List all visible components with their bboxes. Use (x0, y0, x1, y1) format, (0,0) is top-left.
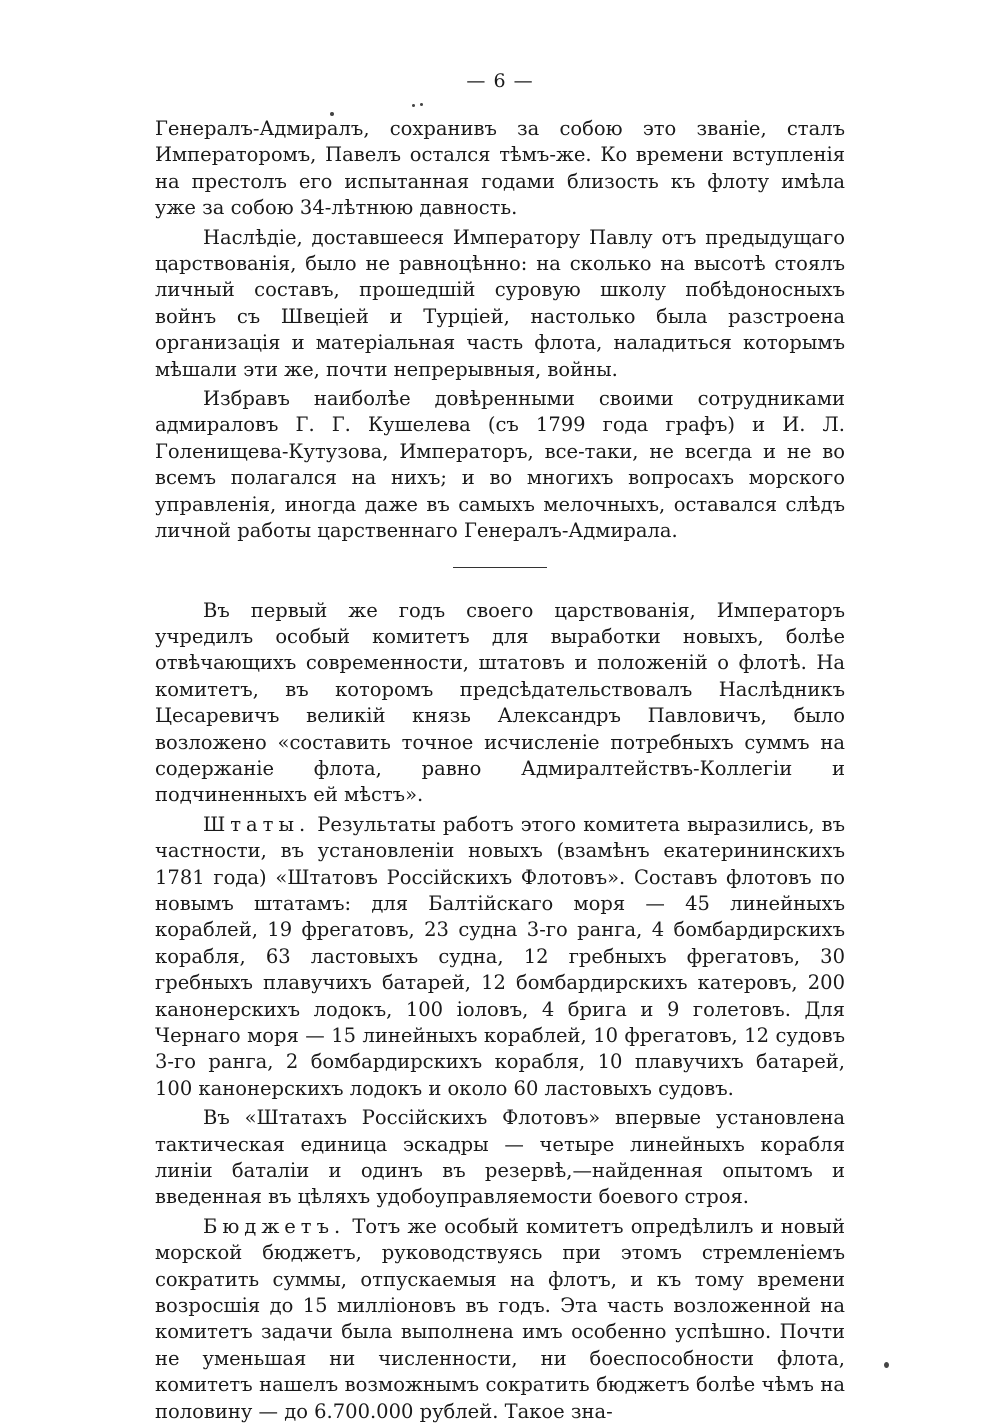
paragraph-text: Тотъ же особый комитетъ опредѣлилъ и новый морской бюджетъ, руководствуясь при этомъ стремленіемъ сократить суммы, отпускаемыя на флотъ, и къ тому времени возросшія до 15 милліоновъ въ годъ. Эта часть возложенной на комитетъ задачи была выполнена имъ особенно успѣшно. Почти не уменьшая ни численности, ни боеспособности флота, комитетъ нашелъ возможнымъ сократить бюджетъ болѣе чѣмъ на половину — до 6.700.000 рублей. Такое зна- (155, 1214, 845, 1423)
paragraph-staty (155, 812, 845, 1102)
section-committee (155, 598, 845, 1426)
ink-speck (884, 1362, 889, 1368)
section-divider (453, 567, 547, 568)
book-page (155, 70, 845, 1428)
run-in-heading-budget: Бюджетъ. (203, 1214, 346, 1238)
paragraph: Въ «Штатахъ Россійскихъ Флотовъ» впервые установлена тактическая единица эскадры — четыре линейныхъ корабля линіи баталіи и одинъ въ резервѣ,—найденная опытомъ и введенная въ цѣляхъ удобоуправляемости боевого строя. (155, 1106, 845, 1209)
section-intro (155, 116, 845, 545)
paragraph: Наслѣдіе, доставшееся Императору Павлу отъ предыдущаго царствованія, было не равноцѣнно: на сколько на высотѣ стоялъ личный составъ, прошедшій суровую школу побѣдоносныхъ войнъ съ Швеціей и Турціей, настолько была разстроена организація и матеріальная часть флота, наладиться которымъ мѣшали эти же, почти непрерывныя, войны. (155, 225, 845, 381)
page-number: — 6 — (466, 70, 534, 92)
paragraph: Избравъ наиболѣе довѣренными своими сотрудниками адмираловъ Г. Г. Кушелева (съ 1799 года графъ) и И. Л. Голенищева-Кутузова, Императоръ, все-таки, не всегда и не во всемъ полагался на нихъ; и во многихъ вопросахъ морского управленія, иногда даже въ самыхъ мелочныхъ, оставался слѣдъ личной работы царственнаго Генералъ-Адмирала. (155, 387, 845, 543)
paragraph: Генералъ-Адмиралъ, сохранивъ за собою это званіе, сталъ Императоромъ, Павелъ остался тѣмъ-же. Ко времени вступленія на престолъ его испытанная годами близость къ флоту имѣла уже за собою 34-лѣтнюю давность. (155, 117, 845, 220)
paragraph: Въ первый же годъ своего царствованія, Императоръ учредилъ особый комитетъ для выработки новыхъ, болѣе отвѣчающихъ современности, штатовъ и положеній о флотѣ. На комитетъ, въ которомъ предсѣдательствовалъ Наслѣдникъ Цесаревичъ великій князь Александръ Павловичъ, было возложено «составить точное исчисленіе потребныхъ суммъ на содержаніе флота, равно Адмиралтействъ-Коллегіи и подчиненныхъ ей мѣстъ». (155, 598, 845, 807)
run-in-heading-staty: Штаты. (203, 812, 311, 836)
paragraph-text: Результаты работъ этого комитета выразились, въ частности, въ установленіи новыхъ (взамѣнъ екатерининскихъ 1781 года) «Штатовъ Россійскихъ Флотовъ». Составъ флотовъ по новымъ штатамъ: для Балтійскаго моря — 45 линейныхъ кораблей, 19 фрегатовъ, 23 судна 3-го ранга, 4 бомбардирскихъ корабля, 63 ластовыхъ судна, 12 гребныхъ фрегатовъ, 30 гребныхъ плавучихъ батарей, 12 бомбардирскихъ катеровъ, 200 канонерскихъ лодокъ, 100 іоловъ, 4 брига и 9 голетовъ. Для Чернаго моря — 15 линейныхъ кораблей, 10 фрегатовъ, 12 судовъ 3-го ранга, 2 бомбардирскихъ корабля, 10 плавучихъ батарей, 100 канонерскихъ лодокъ и около 60 ластовыхъ судовъ. (155, 812, 845, 1100)
paragraph-budget (155, 1214, 845, 1425)
